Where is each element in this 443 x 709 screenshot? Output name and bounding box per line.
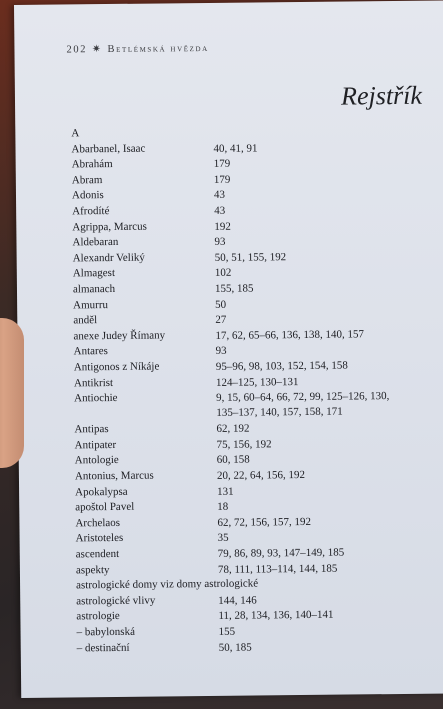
index-term: Antipas bbox=[74, 423, 109, 436]
index-entry bbox=[74, 388, 434, 423]
index-term: Agrippa, Marcus bbox=[72, 220, 147, 233]
page-number: 202 bbox=[66, 43, 88, 55]
index-page-numbers: 62, 72, 156, 157, 192 bbox=[217, 515, 311, 529]
index-page-numbers: 60, 158 bbox=[216, 454, 250, 467]
running-header bbox=[66, 42, 208, 55]
index-page-numbers: 43 bbox=[213, 189, 226, 202]
index-term: Antologie bbox=[74, 454, 119, 467]
index-section-letter: A bbox=[71, 127, 80, 140]
index-page-numbers: 155 bbox=[218, 625, 236, 638]
index-page-numbers: 35 bbox=[217, 532, 229, 545]
index-page-numbers: 40, 41, 91 bbox=[213, 142, 258, 155]
index-term: Antonius, Marcus bbox=[74, 469, 154, 483]
index-term: Antipater bbox=[74, 438, 117, 452]
index-page-numbers: 131 bbox=[217, 485, 234, 498]
index-term: aspekty bbox=[75, 563, 110, 577]
index-page-numbers: 62, 192 bbox=[216, 422, 250, 436]
index-page-numbers: 102 bbox=[214, 267, 232, 280]
index-page-numbers: 50, 185 bbox=[218, 641, 252, 654]
index-term: Almagest bbox=[72, 267, 116, 280]
index-term: anděl bbox=[73, 314, 98, 327]
index-term: Antigonos z Níkáje bbox=[73, 360, 160, 374]
index-page-numbers: 75, 156, 192 bbox=[216, 438, 272, 451]
index-page-numbers: 93 bbox=[215, 345, 227, 358]
index-term: Antikrist bbox=[73, 376, 114, 389]
book-page bbox=[14, 1, 443, 698]
index-page-numbers: 11, 28, 134, 136, 140–141 bbox=[218, 609, 334, 623]
index-term: Apokalypsa bbox=[75, 485, 128, 499]
index-term: – destinační bbox=[76, 641, 130, 654]
thumb-holding-page bbox=[0, 318, 24, 468]
index-page-numbers: 43 bbox=[214, 204, 226, 217]
index-term: Archelaos bbox=[75, 516, 121, 530]
page-title: Rejstřík bbox=[340, 80, 423, 111]
index-page-numbers: 20, 22, 64, 156, 192 bbox=[216, 469, 306, 482]
index-page-numbers: 179 bbox=[213, 173, 231, 186]
index-page-numbers: 155, 185 bbox=[214, 282, 254, 295]
index-page-numbers: 144, 146 bbox=[218, 594, 257, 607]
index-page-numbers: 79, 86, 89, 93, 147–149, 185 bbox=[217, 546, 345, 560]
index-entries bbox=[71, 138, 436, 656]
index-entry bbox=[77, 637, 437, 656]
index-term: Alexandr Veliký bbox=[72, 251, 145, 265]
index-term: Abrahám bbox=[71, 158, 113, 171]
index-term: anexe Judey Římany bbox=[73, 329, 166, 343]
book-title: Betlémská hvězda bbox=[107, 42, 209, 55]
index-page-numbers: 93 bbox=[214, 235, 226, 249]
index-term: apoštol Pavel bbox=[75, 501, 135, 514]
index-term: – babylonská bbox=[76, 625, 135, 639]
index-page-numbers: 192 bbox=[214, 220, 231, 233]
index-page-numbers: 78, 111, 113–114, 144, 185 bbox=[217, 562, 338, 576]
index-page-numbers: 50 bbox=[215, 298, 227, 311]
index-term: Aristoteles bbox=[75, 532, 124, 545]
index-page-numbers: 27 bbox=[215, 313, 227, 327]
index-term: Adonis bbox=[71, 189, 104, 202]
index-page-numbers: 9, 15, 60–64, 66, 72, 99, 125–126, 130, 135–137, 140, 157, 158, 171 bbox=[216, 390, 390, 419]
index-term: Aldebaran bbox=[72, 236, 119, 249]
index-term: Amurru bbox=[73, 298, 109, 311]
index-term: Antares bbox=[73, 345, 108, 358]
index-page-numbers: 50, 51, 155, 192 bbox=[214, 250, 287, 264]
index-page-numbers: 179 bbox=[213, 157, 231, 171]
index-term: ascendent bbox=[75, 547, 120, 561]
index-term: Antiochie bbox=[74, 392, 118, 405]
index-list bbox=[71, 123, 437, 657]
index-term: astrologie bbox=[76, 610, 120, 623]
index-page-numbers: 95–96, 98, 103, 152, 154, 158 bbox=[215, 359, 348, 373]
index-page-numbers: 17, 62, 65–66, 136, 138, 140, 157 bbox=[215, 328, 365, 342]
index-term: almanach bbox=[72, 282, 116, 296]
index-term: astrologické vlivy bbox=[76, 594, 156, 608]
index-term: Abarbanel, Isaac bbox=[71, 142, 146, 155]
index-term: Abram bbox=[71, 173, 103, 187]
index-term: astrologické domy viz domy astrologické bbox=[76, 577, 259, 592]
star-ornament-icon: ✷ bbox=[91, 44, 103, 56]
index-page-numbers: 18 bbox=[217, 501, 229, 514]
index-page-numbers: 124–125, 130–131 bbox=[215, 375, 299, 389]
index-term: Afrodíté bbox=[72, 204, 110, 218]
